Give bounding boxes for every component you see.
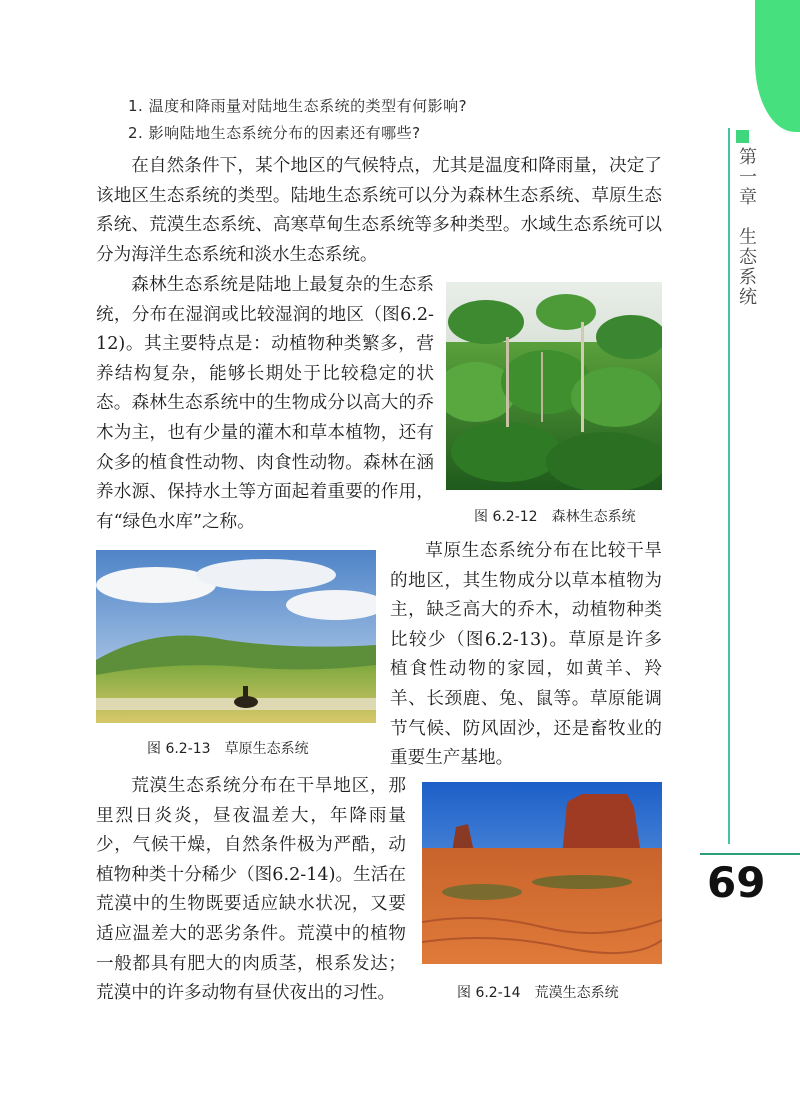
- desert-caption: 图 6.2-14 荒漠生态系统: [457, 985, 619, 1001]
- chapter-label: 第一章 生态系统: [736, 147, 757, 307]
- forest-paragraph: 森林生态系统是陆地上最复杂的生态系统，分布在湿润或比较湿润的地区（图6.2-12)。其主要特点是：动植物种类繁多，营养结构复杂，能够长期处于比较稳定的状态。森林生态系统中的生物成分以高大的乔木为主，也有少量的灌木和草本植物，还有众多的植食性动物、肉食性动物。森林在涵养水源、保持水土等方面起着重要的作用，有“绿色水库”之称。: [96, 275, 434, 532]
- desert-photo: [422, 782, 662, 964]
- question-1: 1. 温度和降雨量对陆地生态系统的类型有何影响?: [128, 97, 468, 115]
- grassland-photo: [96, 550, 376, 723]
- chapter-marker-square: [736, 130, 749, 143]
- chapter-tab-decoration: [755, 0, 800, 132]
- grassland-paragraph: 草原生态系统分布在比较干旱的地区，其生物成分以草本植物为主，缺乏高大的乔木，动植物种类比较少（图6.2-13)。草原是许多植食性动物的家园，如黄羊、羚羊、长颈鹿、兔、鼠等。草原能调节气候、防风固沙，还是畜牧业的重要生产基地。: [390, 541, 662, 769]
- question-2: 2. 影响陆地生态系统分布的因素还有哪些?: [128, 124, 421, 142]
- grassland-caption: 图 6.2-13 草原生态系统: [147, 741, 309, 757]
- desert-paragraph: 荒漠生态系统分布在干旱地区，那里烈日炎炎，昼夜温差大，年降雨量少，气候干燥，自然条件极为严酷，动植物种类十分稀少（图6.2-14)。生活在荒漠中的生物既要适应缺水状况，又要适应温差大的恶劣条件。荒漠中的植物一般都具有肥大的肉质茎，根系发达；荒漠中的许多动物有昼伏夜出的习性。: [96, 776, 406, 1004]
- intro-paragraph: 在自然条件下，某个地区的气候特点，尤其是温度和降雨量，决定了该地区生态系统的类型。陆地生态系统可以分为森林生态系统、草原生态系统、荒漠生态系统、高寒草甸生态系统等多种类型。水域生态系统可以分为海洋生态系统和淡水生态系统。: [96, 156, 662, 265]
- margin-rule: [728, 128, 730, 844]
- page-number: 69: [707, 858, 766, 907]
- page-number-rule: [700, 853, 800, 855]
- forest-photo: [446, 282, 662, 490]
- forest-caption: 图 6.2-12 森林生态系统: [474, 509, 636, 525]
